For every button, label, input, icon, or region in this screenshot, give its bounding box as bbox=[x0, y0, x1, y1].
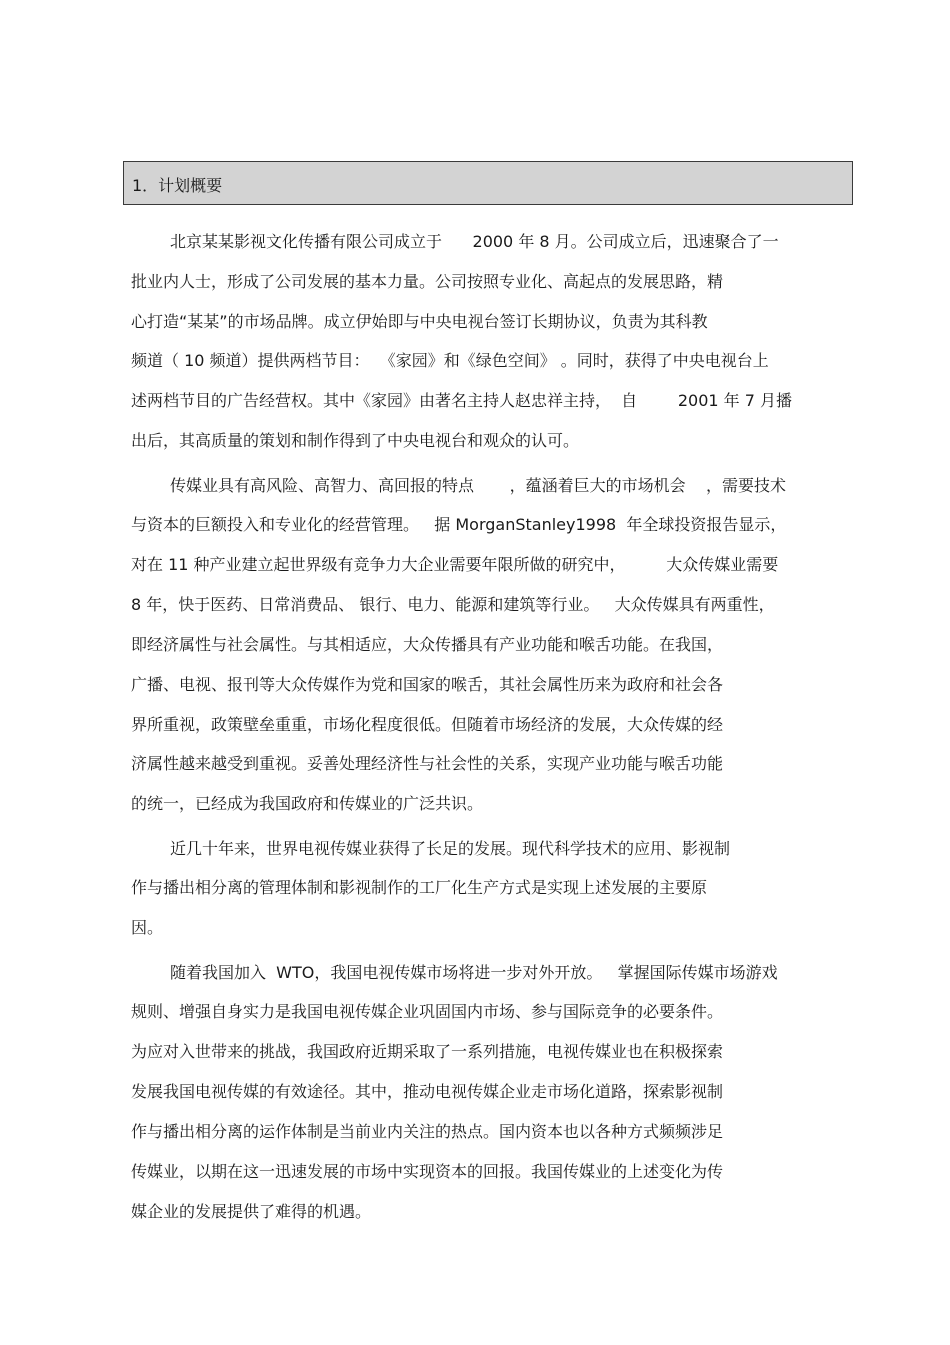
text-line: 心打造“某某”的市场品牌。成立伊始即与中央电视台签订长期协议，负责为其科教 bbox=[131, 312, 708, 331]
section-title: 1．计划概要 bbox=[132, 176, 223, 195]
text-line: 作与播出相分离的运作体制是当前业内关注的热点。国内资本也以各种方式频频涉足 bbox=[131, 1122, 724, 1141]
text-line: 因。 bbox=[131, 918, 164, 937]
text-line: 与资本的巨额投入和专业化的经营管理。 据 MorganStanley1998 年全球投资报告显示， bbox=[131, 515, 787, 534]
text-line: 对在 11 种产业建立起世界级有竞争力大企业需要年限所做的研究中， 大众传媒业需要 bbox=[131, 555, 779, 574]
text-line: 传媒业具有高风险、高智力、高回报的特点 ，蕴涵着巨大的市场机会 ，需要技术 bbox=[170, 476, 786, 495]
text-line: 的统一，已经成为我国政府和传媒业的广泛共识。 bbox=[131, 794, 484, 813]
text-line: 发展我国电视传媒的有效途径。其中，推动电视传媒企业走市场化道路，探索影视制 bbox=[131, 1082, 724, 1101]
text-line: 广播、电视、报刊等大众传媒作为党和国家的喉舌，其社会属性历来为政府和社会各 bbox=[131, 675, 724, 694]
text-line: 出后，其高质量的策划和制作得到了中央电视台和观众的认可。 bbox=[131, 431, 580, 450]
text-line: 频道（ 10 频道）提供两档节目： 《家园》和《绿色空间》 。同时，获得了中央电视台上 bbox=[131, 351, 769, 370]
text-line: 近几十年来，世界电视传媒业获得了长足的发展。现代科学技术的应用、影视制 bbox=[170, 839, 731, 858]
text-line: 随着我国加入 WTO，我国电视传媒市场将进一步对外开放。 掌握国际传媒市场游戏 bbox=[170, 963, 778, 982]
text-line: 规则、增强自身实力是我国电视传媒企业巩固国内市场、参与国际竞争的必要条件。 bbox=[131, 1002, 724, 1021]
text-line: 8 年，快于医药、日常消费品、 银行、电力、能源和建筑等行业。 大众传媒具有两重性， bbox=[131, 595, 775, 614]
text-line: 述两档节目的广告经营权。其中《家园》由著名主持人赵忠祥主持， 自 2001 年 7 月播 bbox=[131, 391, 793, 410]
text-line: 为应对入世带来的挑战，我国政府近期采取了一系列措施，电视传媒业也在积极探索 bbox=[131, 1042, 724, 1061]
text-line: 媒企业的发展提供了难得的机遇。 bbox=[131, 1202, 372, 1221]
text-line: 批业内人士，形成了公司发展的基本力量。公司按照专业化、高起点的发展思路，精 bbox=[131, 272, 724, 291]
text-line: 作与播出相分离的管理体制和影视制作的工厂化生产方式是实现上述发展的主要原 bbox=[131, 878, 708, 897]
text-line: 济属性越来越受到重视。妥善处理经济性与社会性的关系，实现产业功能与喉舌功能 bbox=[131, 754, 724, 773]
section-header bbox=[123, 161, 853, 205]
text-line: 传媒业，以期在这一迅速发展的市场中实现资本的回报。我国传媒业的上述变化为传 bbox=[131, 1162, 724, 1181]
text-line: 界所重视，政策壁垒重重，市场化程度很低。但随着市场经济的发展，大众传媒的经 bbox=[131, 715, 724, 734]
text-line: 北京某某影视文化传播有限公司成立于 2000 年 8 月。公司成立后，迅速聚合了一 bbox=[170, 232, 779, 251]
text-line: 即经济属性与社会属性。与其相适应，大众传播具有产业功能和喉舌功能。在我国， bbox=[131, 635, 724, 654]
